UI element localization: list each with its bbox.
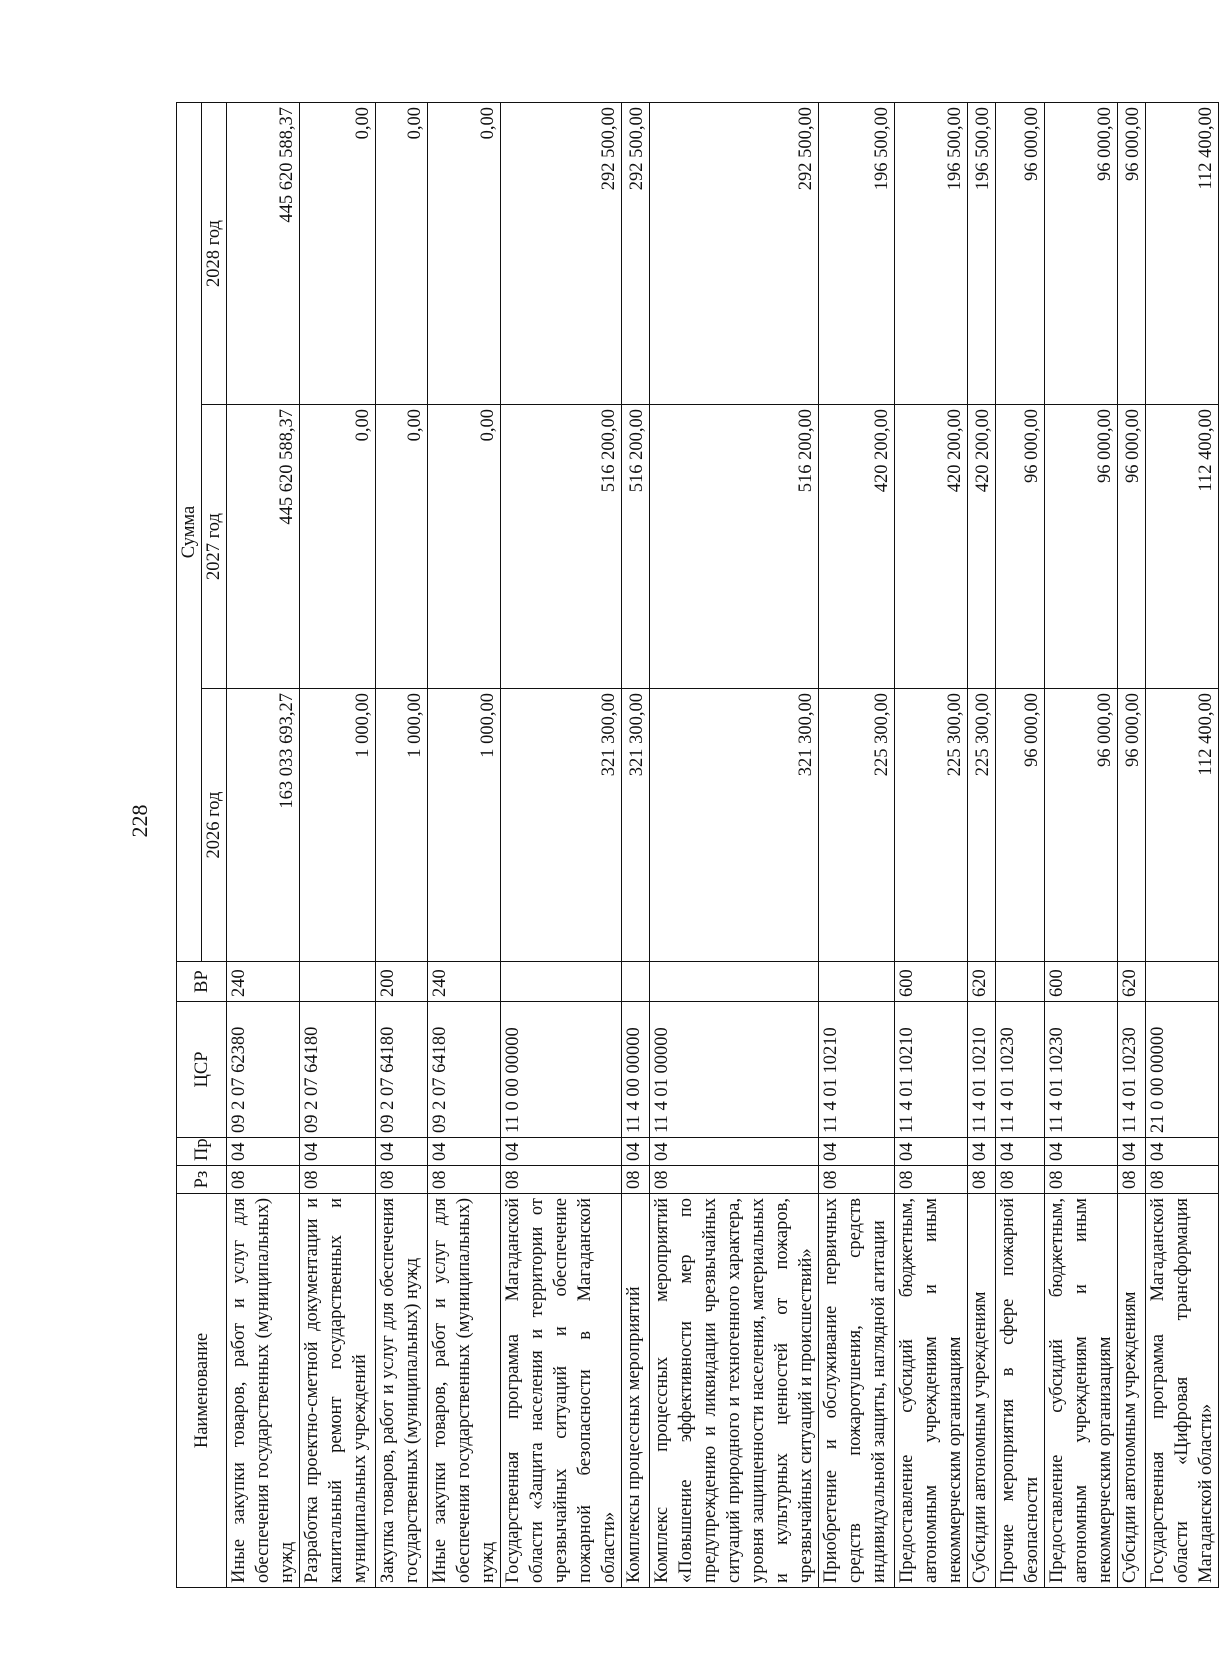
cell-2026: 225 300,00 — [895, 689, 968, 962]
cell-2027: 420 200,00 — [968, 405, 996, 689]
cell-vr: 600 — [1045, 962, 1118, 1002]
cell-2028: 0,00 — [376, 102, 428, 404]
cell-vr: 620 — [968, 962, 996, 1002]
table-body — [227, 102, 1219, 1587]
header-year-2026: 2026 год — [202, 689, 227, 962]
cell-pr: 04 — [968, 1138, 996, 1166]
cell-rz: 08 — [376, 1166, 428, 1194]
cell-rz: 08 — [428, 1166, 501, 1194]
cell-name: Комплекс процессных мероприятий «Повышение эффективности мер по предупреждению и ликвидации чрезвычайных ситуаций природного и техногенного характера, уровня защищенности населения, материальных и культурных ценностей от пожаров, чрезвычайных ситуаций и происшествий» — [650, 1194, 819, 1588]
table-row — [300, 102, 376, 1587]
header-pr: Пр — [177, 1138, 227, 1166]
header-year-2028: 2028 год — [202, 102, 227, 404]
table-row — [227, 102, 300, 1587]
table-row — [622, 102, 650, 1587]
cell-2027: 516 200,00 — [622, 405, 650, 689]
cell-2027: 96 000,00 — [1045, 405, 1118, 689]
cell-csr: 11 4 01 10210 — [968, 1002, 996, 1138]
cell-vr — [650, 962, 819, 1002]
cell-2028: 196 500,00 — [895, 102, 968, 404]
cell-2028: 292 500,00 — [622, 102, 650, 404]
cell-name: Предоставление субсидий бюджетным, автономным учреждениям и иным некоммерческим организациям — [895, 1194, 968, 1588]
header-rz: Рз — [177, 1166, 227, 1194]
cell-vr: 620 — [1118, 962, 1146, 1002]
cell-rz: 08 — [1146, 1166, 1219, 1194]
cell-name: Прочие мероприятия в сфере пожарной безопасности — [996, 1194, 1045, 1588]
cell-csr: 09 2 07 64180 — [428, 1002, 501, 1138]
cell-rz: 08 — [895, 1166, 968, 1194]
cell-2027: 0,00 — [376, 405, 428, 689]
cell-2027: 445 620 588,37 — [227, 405, 300, 689]
cell-csr: 11 4 00 00000 — [622, 1002, 650, 1138]
budget-table — [176, 102, 1219, 1588]
cell-name: Государственная программа Магаданской области «Цифровая трансформация Магаданской области» — [1146, 1194, 1219, 1588]
cell-vr: 200 — [376, 962, 428, 1002]
header-year-2027: 2027 год — [202, 405, 227, 689]
cell-pr: 04 — [428, 1138, 501, 1166]
cell-name: Иные закупки товаров, работ и услуг для обеспечения государственных (муниципальных) нужд — [227, 1194, 300, 1588]
cell-pr: 04 — [895, 1138, 968, 1166]
cell-2026: 112 400,00 — [1146, 689, 1219, 962]
table-row — [996, 102, 1045, 1587]
cell-name: Субсидии автономным учреждениям — [968, 1194, 996, 1588]
cell-csr: 11 4 01 10210 — [895, 1002, 968, 1138]
cell-2028: 292 500,00 — [501, 102, 622, 404]
cell-2027: 420 200,00 — [895, 405, 968, 689]
cell-2026: 225 300,00 — [968, 689, 996, 962]
cell-2027: 516 200,00 — [650, 405, 819, 689]
cell-pr: 04 — [501, 1138, 622, 1166]
cell-csr: 09 2 07 62380 — [227, 1002, 300, 1138]
cell-pr: 04 — [300, 1138, 376, 1166]
cell-vr — [1146, 962, 1219, 1002]
cell-csr: 11 4 01 10230 — [996, 1002, 1045, 1138]
cell-csr: 21 0 00 00000 — [1146, 1002, 1219, 1138]
cell-rz: 08 — [501, 1166, 622, 1194]
cell-vr: 240 — [227, 962, 300, 1002]
cell-2026: 321 300,00 — [501, 689, 622, 962]
table-row — [501, 102, 622, 1587]
cell-2028: 112 400,00 — [1146, 102, 1219, 404]
cell-rz: 08 — [1045, 1166, 1118, 1194]
header-sum: Сумма — [177, 102, 202, 961]
cell-pr: 04 — [996, 1138, 1045, 1166]
cell-2027: 420 200,00 — [819, 405, 895, 689]
cell-2026: 96 000,00 — [1118, 689, 1146, 962]
cell-csr: 09 2 07 64180 — [376, 1002, 428, 1138]
cell-rz: 08 — [968, 1166, 996, 1194]
cell-2027: 112 400,00 — [1146, 405, 1219, 689]
cell-name: Закупка товаров, работ и услуг для обеспечения государственных (муниципальных) нужд — [376, 1194, 428, 1588]
cell-vr — [300, 962, 376, 1002]
cell-2028: 292 500,00 — [650, 102, 819, 404]
table-row — [1146, 102, 1219, 1587]
rotated-table-container — [176, 103, 1216, 1588]
table-row — [968, 102, 996, 1587]
cell-pr: 04 — [376, 1138, 428, 1166]
cell-csr: 11 4 01 00000 — [650, 1002, 819, 1138]
cell-pr: 04 — [819, 1138, 895, 1166]
cell-vr — [501, 962, 622, 1002]
cell-name: Разработка проектно-сметной документации и капитальный ремонт государственных и муниципальных учреждений — [300, 1194, 376, 1588]
header-csr: ЦСР — [177, 1002, 227, 1138]
cell-name: Комплексы процессных мероприятий — [622, 1194, 650, 1588]
cell-pr: 04 — [622, 1138, 650, 1166]
cell-name: Государственная программа Магаданской области «Защита населения и территории от чрезвычайных ситуаций и обеспечение пожарной безопасности в Магаданской области» — [501, 1194, 622, 1588]
cell-csr: 09 2 07 64180 — [300, 1002, 376, 1138]
table-row — [376, 102, 428, 1587]
cell-2027: 516 200,00 — [501, 405, 622, 689]
cell-2028: 96 000,00 — [1118, 102, 1146, 404]
cell-2028: 0,00 — [428, 102, 501, 404]
cell-2027: 0,00 — [300, 405, 376, 689]
cell-2028: 445 620 588,37 — [227, 102, 300, 404]
cell-csr: 11 4 01 10210 — [819, 1002, 895, 1138]
cell-rz: 08 — [227, 1166, 300, 1194]
cell-2026: 321 300,00 — [650, 689, 819, 962]
cell-2026: 1 000,00 — [428, 689, 501, 962]
cell-2026: 163 033 693,27 — [227, 689, 300, 962]
cell-pr: 04 — [650, 1138, 819, 1166]
page-number: 228 — [127, 804, 152, 838]
table-row — [895, 102, 968, 1587]
cell-csr: 11 4 01 10230 — [1118, 1002, 1146, 1138]
cell-rz: 08 — [622, 1166, 650, 1194]
cell-2026: 96 000,00 — [1045, 689, 1118, 962]
cell-pr: 04 — [1118, 1138, 1146, 1166]
cell-2028: 96 000,00 — [996, 102, 1045, 404]
cell-2028: 96 000,00 — [1045, 102, 1118, 404]
cell-rz: 08 — [819, 1166, 895, 1194]
cell-2028: 196 500,00 — [819, 102, 895, 404]
cell-pr: 04 — [1146, 1138, 1219, 1166]
table-row — [819, 102, 895, 1587]
cell-name: Субсидии автономным учреждениям — [1118, 1194, 1146, 1588]
cell-vr: 600 — [895, 962, 968, 1002]
cell-2028: 0,00 — [300, 102, 376, 404]
table-row — [428, 102, 501, 1587]
cell-2028: 196 500,00 — [968, 102, 996, 404]
header-name: Наименование — [177, 1194, 227, 1588]
cell-2027: 96 000,00 — [996, 405, 1045, 689]
cell-pr: 04 — [1045, 1138, 1118, 1166]
header-vr: ВР — [177, 962, 227, 1002]
cell-rz: 08 — [650, 1166, 819, 1194]
cell-csr: 11 4 01 10230 — [1045, 1002, 1118, 1138]
cell-vr: 240 — [428, 962, 501, 1002]
cell-name: Иные закупки товаров, работ и услуг для обеспечения государственных (муниципальных) нужд — [428, 1194, 501, 1588]
cell-rz: 08 — [996, 1166, 1045, 1194]
table-row — [1045, 102, 1118, 1587]
cell-2026: 1 000,00 — [376, 689, 428, 962]
cell-2027: 96 000,00 — [1118, 405, 1146, 689]
cell-rz: 08 — [300, 1166, 376, 1194]
cell-2027: 0,00 — [428, 405, 501, 689]
cell-vr — [996, 962, 1045, 1002]
table-row — [650, 102, 819, 1587]
cell-rz: 08 — [1118, 1166, 1146, 1194]
cell-name: Приобретение и обслуживание первичных средств пожаротушения, средств индивидуальной защиты, наглядной агитации — [819, 1194, 895, 1588]
cell-name: Предоставление субсидий бюджетным, автономным учреждениям и иным некоммерческим организациям — [1045, 1194, 1118, 1588]
cell-csr: 11 0 00 00000 — [501, 1002, 622, 1138]
cell-2026: 1 000,00 — [300, 689, 376, 962]
cell-2026: 321 300,00 — [622, 689, 650, 962]
cell-pr: 04 — [227, 1138, 300, 1166]
cell-2026: 96 000,00 — [996, 689, 1045, 962]
cell-vr — [622, 962, 650, 1002]
table-row — [1118, 102, 1146, 1587]
cell-2026: 225 300,00 — [819, 689, 895, 962]
cell-vr — [819, 962, 895, 1002]
